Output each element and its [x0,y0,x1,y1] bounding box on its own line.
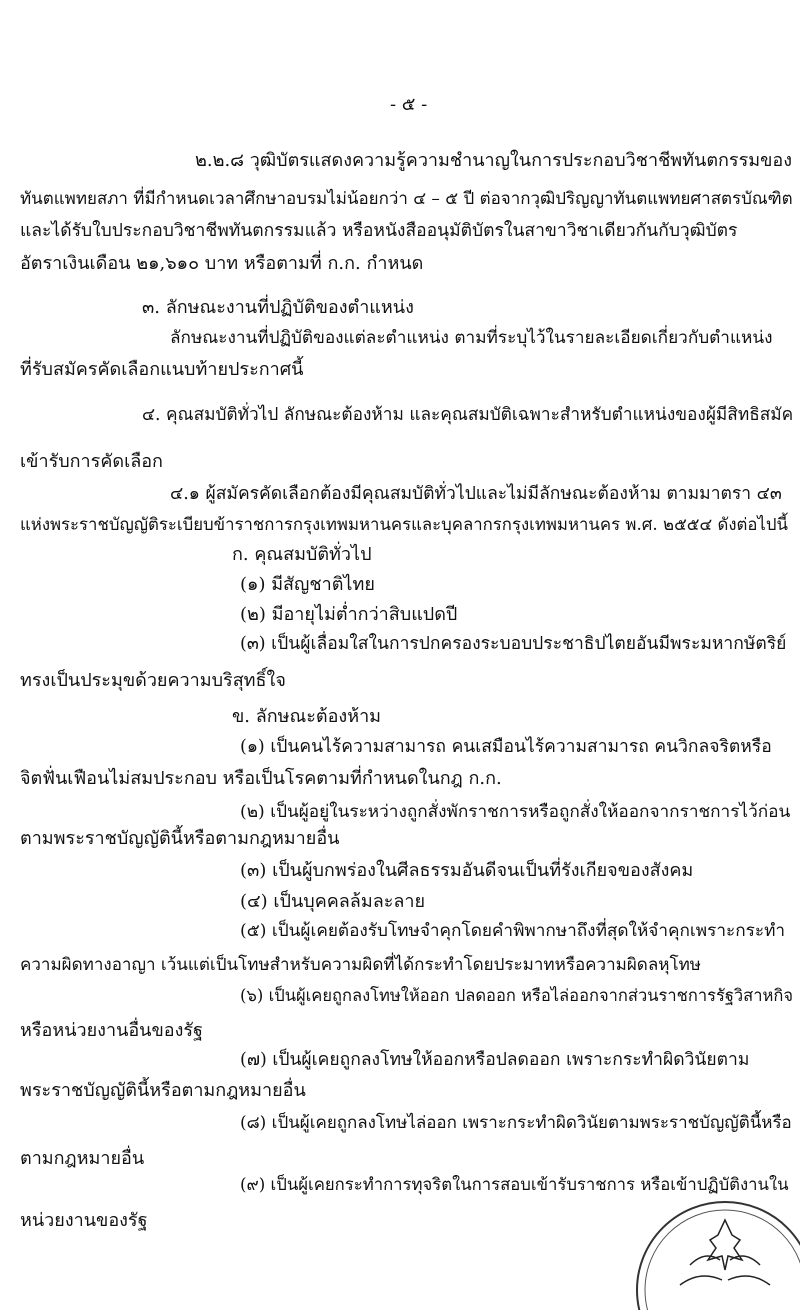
text-line: (๖) เป็นผู้เคยถูกลงโทษให้ออก ปลดออก หรือไล่ออกจากส่วนราชการรัฐวิสาหกิจ [240,986,794,1005]
text-line: พระราชบัญญัตินี้หรือตามกฎหมายอื่น [20,1080,306,1101]
text-line: (๒) เป็นผู้อยู่ในระหว่างถูกสั่งพักราชการหรือถูกสั่งให้ออกจากราชการไว้ก่อน [240,802,791,822]
text-line: (๒) มีอายุไม่ต่ำกว่าสิบแปดปี [240,604,458,625]
text-line: ตามพระราชบัญญัตินี้หรือตามกฎหมายอื่น [20,828,340,849]
text-line: (๑) มีสัญชาติไทย [240,574,375,595]
page-number: - ๕ - [390,94,428,115]
text-line: จิตฟั่นเฟือนไม่สมประกอบ หรือเป็นโรคตามที่กำหนดในกฎ ก.ก. [20,768,502,789]
text-line: ทันตแพทยสภา ที่มีกำหนดเวลาศึกษาอบรมไม่น้อยกว่า ๔ – ๕ ปี ต่อจากวุฒิปริญญาทันตแพทยศาสตรบัณฑิต [20,188,793,208]
text-line: ที่รับสมัครคัดเลือกแนบท้ายประกาศนี้ [20,359,304,380]
text-line: เข้ารับการคัดเลือก [20,451,163,472]
text-line: ๒.๒.๘ วุฒิบัตรแสดงความรู้ความชำนาญในการประกอบวิชาชีพทันตกรรมของ [195,150,793,171]
text-line: ข. ลักษณะต้องห้าม [232,706,382,727]
text-line: ตามกฎหมายอื่น [20,1148,145,1169]
text-line: (๘) เป็นผู้เคยถูกลงโทษไล่ออก เพราะกระทำผิดวินัยตามพระราชบัญญัตินี้หรือ [240,1112,792,1132]
text-line: หน่วยงานของรัฐ [20,1210,148,1231]
text-line: อัตราเงินเดือน ๒๑,๖๑๐ บาท หรือตามที่ ก.ก. กำหนด [20,253,424,274]
text-line: ก. คุณสมบัติทั่วไป [232,544,372,565]
garuda-seal-emblem [630,1190,800,1310]
text-line: (๙) เป็นผู้เคยกระทำการทุจริตในการสอบเข้ารับราชการ หรือเข้าปฏิบัติงานใน [240,1174,789,1194]
text-line: ลักษณะงานที่ปฏิบัติของแต่ละตำแหน่ง ตามที่ระบุไว้ในรายละเอียดเกี่ยวกับตำแหน่ง [170,328,773,348]
text-line: (๑) เป็นคนไร้ความสามารถ คนเสมือนไร้ความสามารถ คนวิกลจริตหรือ [240,737,772,757]
text-line: (๕) เป็นผู้เคยต้องรับโทษจำคุกโดยคำพิพากษาถึงที่สุดให้จำคุกเพราะกระทำ [240,921,786,941]
text-line: แห่งพระราชบัญญัติระเบียบข้าราชการกรุงเทพมหานครและบุคลากรกรุงเทพมหานคร พ.ศ. ๒๕๕๔ ดังต่อไปนี้ [20,514,788,534]
section-heading: ๔. คุณสมบัติทั่วไป ลักษณะต้องห้าม และคุณสมบัติเฉพาะสำหรับตำแหน่งของผู้มีสิทธิสมัค [142,405,794,425]
section-heading: ๓. ลักษณะงานที่ปฏิบัติของตำแหน่ง [142,297,414,318]
text-line: ความผิดทางอาญา เว้นแต่เป็นโทษสำหรับความผิดที่ได้กระทำโดยประมาทหรือความผิดลหุโทษ [20,955,702,975]
text-line: หรือหน่วยงานอื่นของรัฐ [20,1020,203,1041]
text-line: ทรงเป็นประมุขด้วยความบริสุทธิ์ใจ [20,670,286,691]
text-line: ๔.๑ ผู้สมัครคัดเลือกต้องมีคุณสมบัติทั่วไปและไม่มีลักษณะต้องห้าม ตามมาตรา ๔๓ [170,484,782,504]
text-line: (๔) เป็นบุคคลล้มละลาย [240,891,426,912]
text-line: (๓) เป็นผู้เลื่อมใสในการปกครองระบอบประชาธิปไตยอันมีพระมหากษัตริย์ [240,634,787,654]
text-line: (๗) เป็นผู้เคยถูกลงโทษให้ออกหรือปลดออก เพราะกระทำผิดวินัยตาม [240,1050,750,1070]
text-line: และได้รับใบประกอบวิชาชีพทันตกรรมแล้ว หรือหนังสืออนุมัติบัตรในสาขาวิชาเดียวกันกับวุฒิบัตร [20,221,738,241]
text-line: (๓) เป็นผู้บกพร่องในศีลธรรมอันดีจนเป็นที่รังเกียจของสังคม [240,860,694,881]
